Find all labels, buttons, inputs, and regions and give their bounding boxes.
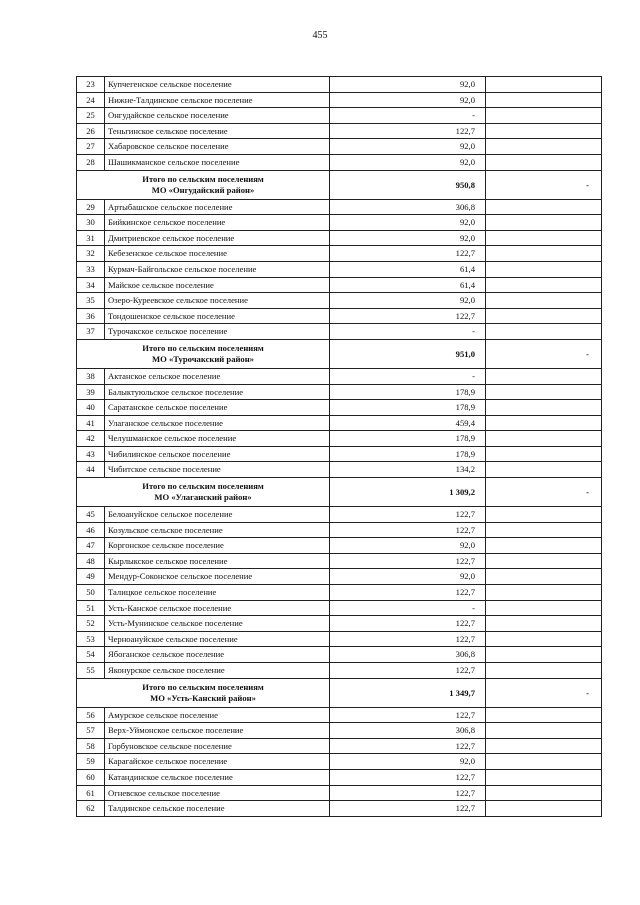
allocation-value: 178,9 <box>330 400 486 416</box>
allocation-value: 92,0 <box>330 77 486 93</box>
table-row <box>77 631 602 647</box>
table-row <box>77 199 602 215</box>
settlement-name: Кебезенское сельское поселение <box>105 246 330 262</box>
allocation-value: - <box>330 600 486 616</box>
table-row <box>77 277 602 293</box>
extra-value <box>486 215 602 231</box>
settlement-name: Хабаровское сельское поселение <box>105 139 330 155</box>
settlement-name: Балыктуюльское сельское поселение <box>105 384 330 400</box>
extra-value <box>486 631 602 647</box>
settlement-name: Тондошенское сельское поселение <box>105 308 330 324</box>
extra-value <box>486 384 602 400</box>
row-number: 60 <box>77 769 105 785</box>
row-number: 48 <box>77 553 105 569</box>
row-number: 29 <box>77 199 105 215</box>
table-row <box>77 585 602 601</box>
settlement-name: Верх-Уймонское сельское поселение <box>105 723 330 739</box>
extra-value <box>486 415 602 431</box>
settlement-name: Огневское сельское поселение <box>105 785 330 801</box>
row-number: 25 <box>77 108 105 124</box>
subtotal-extra: - <box>486 478 602 507</box>
extra-value <box>486 723 602 739</box>
row-number: 54 <box>77 647 105 663</box>
table-row <box>77 154 602 170</box>
settlement-name: Турочакское сельское поселение <box>105 324 330 340</box>
row-number: 39 <box>77 384 105 400</box>
table-row <box>77 785 602 801</box>
extra-value <box>486 92 602 108</box>
allocation-value: 134,2 <box>330 462 486 478</box>
table-row <box>77 308 602 324</box>
allocation-value: 122,7 <box>330 522 486 538</box>
table-row <box>77 616 602 632</box>
allocation-value: 92,0 <box>330 569 486 585</box>
subtotal-label-line2: МО «Улаганский район» <box>154 492 252 503</box>
allocation-table <box>76 76 602 817</box>
settlement-name: Артыбашское сельское поселение <box>105 199 330 215</box>
allocation-value: 92,0 <box>330 139 486 155</box>
table-row <box>77 246 602 262</box>
settlement-name: Дмитриевское сельское поселение <box>105 230 330 246</box>
subtotal-label-line2: МО «Онгудайский район» <box>151 184 255 195</box>
table-row <box>77 92 602 108</box>
table-row <box>77 663 602 679</box>
settlement-name: Усть-Канское сельское поселение <box>105 600 330 616</box>
table-row <box>77 538 602 554</box>
table-row <box>77 400 602 416</box>
allocation-value: 92,0 <box>330 538 486 554</box>
table-row <box>77 754 602 770</box>
settlement-name: Талдинское сельское поселение <box>105 801 330 817</box>
settlement-name: Белоануйское сельское поселение <box>105 507 330 523</box>
allocation-value: 61,4 <box>330 277 486 293</box>
settlement-name: Бийкинское сельское поселение <box>105 215 330 231</box>
extra-value <box>486 663 602 679</box>
settlement-name: Челушманское сельское поселение <box>105 431 330 447</box>
extra-value <box>486 308 602 324</box>
extra-value <box>486 123 602 139</box>
row-number: 44 <box>77 462 105 478</box>
allocation-value: 122,7 <box>330 801 486 817</box>
row-number: 38 <box>77 368 105 384</box>
allocation-value: 122,7 <box>330 246 486 262</box>
allocation-value: 178,9 <box>330 446 486 462</box>
row-number: 35 <box>77 293 105 309</box>
extra-value <box>486 246 602 262</box>
table-row <box>77 368 602 384</box>
allocation-value: 122,7 <box>330 785 486 801</box>
table-row <box>77 600 602 616</box>
row-number: 53 <box>77 631 105 647</box>
extra-value <box>486 553 602 569</box>
subtotal-label-line2: МО «Турочакский район» <box>152 353 254 364</box>
table-row <box>77 569 602 585</box>
allocation-value: 122,7 <box>330 663 486 679</box>
subtotal-label <box>77 170 330 199</box>
settlement-name: Купчегенское сельское поселение <box>105 77 330 93</box>
subtotal-row <box>77 478 602 507</box>
subtotal-extra: - <box>486 170 602 199</box>
table-row <box>77 522 602 538</box>
settlement-name: Теньгинское сельское поселение <box>105 123 330 139</box>
table-row <box>77 123 602 139</box>
settlement-name: Ябоганское сельское поселение <box>105 647 330 663</box>
extra-value <box>486 154 602 170</box>
settlement-name: Актанское сельское поселение <box>105 368 330 384</box>
extra-value <box>486 462 602 478</box>
extra-value <box>486 522 602 538</box>
extra-value <box>486 738 602 754</box>
settlement-name: Горбуновское сельское поселение <box>105 738 330 754</box>
allocation-value: 92,0 <box>330 293 486 309</box>
allocation-value: 178,9 <box>330 384 486 400</box>
allocation-value: 92,0 <box>330 92 486 108</box>
subtotal-label <box>77 678 330 707</box>
subtotal-label-line1: Итого по сельским поселениям <box>142 342 264 353</box>
subtotal-row <box>77 170 602 199</box>
settlement-name: Нижне-Талдинское сельское поселение <box>105 92 330 108</box>
row-number: 40 <box>77 400 105 416</box>
subtotal-value: 1 349,7 <box>330 678 486 707</box>
page-number: 455 <box>312 30 328 41</box>
settlement-name: Улаганское сельское поселение <box>105 415 330 431</box>
row-number: 49 <box>77 569 105 585</box>
allocation-value: 122,7 <box>330 553 486 569</box>
allocation-value: 122,7 <box>330 585 486 601</box>
settlement-name: Кырлыкское сельское поселение <box>105 553 330 569</box>
row-number: 62 <box>77 801 105 817</box>
allocation-value: - <box>330 324 486 340</box>
row-number: 55 <box>77 663 105 679</box>
settlement-name: Амурское сельское поселение <box>105 707 330 723</box>
settlement-name: Шашикманское сельское поселение <box>105 154 330 170</box>
table-row <box>77 108 602 124</box>
table-row <box>77 415 602 431</box>
table-row <box>77 707 602 723</box>
settlement-name: Усть-Мунинское сельское поселение <box>105 616 330 632</box>
table-body <box>77 77 602 817</box>
subtotal-label-line1: Итого по сельским поселениям <box>142 481 264 492</box>
settlement-name: Козульское сельское поселение <box>105 522 330 538</box>
subtotal-extra: - <box>486 678 602 707</box>
extra-value <box>486 431 602 447</box>
extra-value <box>486 569 602 585</box>
settlement-name: Чибитское сельское поселение <box>105 462 330 478</box>
row-number: 30 <box>77 215 105 231</box>
extra-value <box>486 785 602 801</box>
row-number: 32 <box>77 246 105 262</box>
allocation-value: 122,7 <box>330 123 486 139</box>
row-number: 36 <box>77 308 105 324</box>
row-number: 42 <box>77 431 105 447</box>
subtotal-label <box>77 339 330 368</box>
settlement-name: Курмач-Байгольское сельское поселение <box>105 261 330 277</box>
settlement-name: Карагайское сельское поселение <box>105 754 330 770</box>
table-row <box>77 738 602 754</box>
row-number: 47 <box>77 538 105 554</box>
extra-value <box>486 277 602 293</box>
subtotal-label-line2: МО «Усть-Канский район» <box>150 692 256 703</box>
subtotal-extra: - <box>486 339 602 368</box>
allocation-value: 92,0 <box>330 215 486 231</box>
row-number: 57 <box>77 723 105 739</box>
row-number: 58 <box>77 738 105 754</box>
extra-value <box>486 324 602 340</box>
settlement-name: Катандинское сельское поселение <box>105 769 330 785</box>
row-number: 27 <box>77 139 105 155</box>
table-row <box>77 507 602 523</box>
row-number: 46 <box>77 522 105 538</box>
row-number: 43 <box>77 446 105 462</box>
row-number: 28 <box>77 154 105 170</box>
allocation-value: - <box>330 368 486 384</box>
allocation-value: - <box>330 108 486 124</box>
table-row <box>77 462 602 478</box>
settlement-name: Коргонское сельское поселение <box>105 538 330 554</box>
table-row <box>77 324 602 340</box>
table-row <box>77 431 602 447</box>
extra-value <box>486 400 602 416</box>
allocation-value: 122,7 <box>330 507 486 523</box>
subtotal-label <box>77 478 330 507</box>
allocation-value: 122,7 <box>330 707 486 723</box>
extra-value <box>486 230 602 246</box>
extra-value <box>486 368 602 384</box>
row-number: 33 <box>77 261 105 277</box>
row-number: 59 <box>77 754 105 770</box>
table-row <box>77 723 602 739</box>
settlement-name: Чибилинское сельское поселение <box>105 446 330 462</box>
subtotal-value: 951,0 <box>330 339 486 368</box>
extra-value <box>486 199 602 215</box>
row-number: 56 <box>77 707 105 723</box>
settlement-name: Мендур-Соконское сельское поселение <box>105 569 330 585</box>
row-number: 52 <box>77 616 105 632</box>
settlement-name: Саратанское сельское поселение <box>105 400 330 416</box>
table-row <box>77 215 602 231</box>
extra-value <box>486 769 602 785</box>
row-number: 23 <box>77 77 105 93</box>
extra-value <box>486 261 602 277</box>
allocation-value: 122,7 <box>330 308 486 324</box>
subtotal-value: 1 309,2 <box>330 478 486 507</box>
settlement-name: Талицкое сельское поселение <box>105 585 330 601</box>
row-number: 24 <box>77 92 105 108</box>
extra-value <box>486 616 602 632</box>
row-number: 31 <box>77 230 105 246</box>
row-number: 61 <box>77 785 105 801</box>
row-number: 37 <box>77 324 105 340</box>
settlement-name: Озеро-Куреевское сельское поселение <box>105 293 330 309</box>
table-row <box>77 293 602 309</box>
row-number: 26 <box>77 123 105 139</box>
allocation-value: 459,4 <box>330 415 486 431</box>
extra-value <box>486 77 602 93</box>
extra-value <box>486 585 602 601</box>
table-row <box>77 801 602 817</box>
subtotal-label-line1: Итого по сельским поселениям <box>142 681 264 692</box>
allocation-value: 122,7 <box>330 616 486 632</box>
row-number: 50 <box>77 585 105 601</box>
table-row <box>77 230 602 246</box>
subtotal-label-line1: Итого по сельским поселениям <box>142 173 264 184</box>
subtotal-value: 950,8 <box>330 170 486 199</box>
settlement-name: Яконурское сельское поселение <box>105 663 330 679</box>
table-row <box>77 139 602 155</box>
row-number: 45 <box>77 507 105 523</box>
extra-value <box>486 600 602 616</box>
subtotal-row <box>77 678 602 707</box>
extra-value <box>486 647 602 663</box>
extra-value <box>486 538 602 554</box>
table-row <box>77 384 602 400</box>
allocation-value: 122,7 <box>330 738 486 754</box>
subtotal-row <box>77 339 602 368</box>
extra-value <box>486 707 602 723</box>
table-row <box>77 261 602 277</box>
table-row <box>77 647 602 663</box>
extra-value <box>486 446 602 462</box>
allocation-value: 306,8 <box>330 199 486 215</box>
settlement-name: Онгудайское сельское поселение <box>105 108 330 124</box>
table-row <box>77 769 602 785</box>
extra-value <box>486 139 602 155</box>
allocation-value: 306,8 <box>330 647 486 663</box>
extra-value <box>486 507 602 523</box>
table-row <box>77 446 602 462</box>
extra-value <box>486 801 602 817</box>
row-number: 51 <box>77 600 105 616</box>
allocation-value: 178,9 <box>330 431 486 447</box>
extra-value <box>486 293 602 309</box>
allocation-value: 122,7 <box>330 631 486 647</box>
allocation-value: 92,0 <box>330 154 486 170</box>
row-number: 41 <box>77 415 105 431</box>
settlement-name: Майское сельское поселение <box>105 277 330 293</box>
allocation-value: 92,0 <box>330 754 486 770</box>
allocation-value: 122,7 <box>330 769 486 785</box>
allocation-value: 61,4 <box>330 261 486 277</box>
table-row <box>77 77 602 93</box>
settlement-name: Черноануйское сельское поселение <box>105 631 330 647</box>
allocation-value: 92,0 <box>330 230 486 246</box>
extra-value <box>486 108 602 124</box>
extra-value <box>486 754 602 770</box>
allocation-value: 306,8 <box>330 723 486 739</box>
table-row <box>77 553 602 569</box>
row-number: 34 <box>77 277 105 293</box>
